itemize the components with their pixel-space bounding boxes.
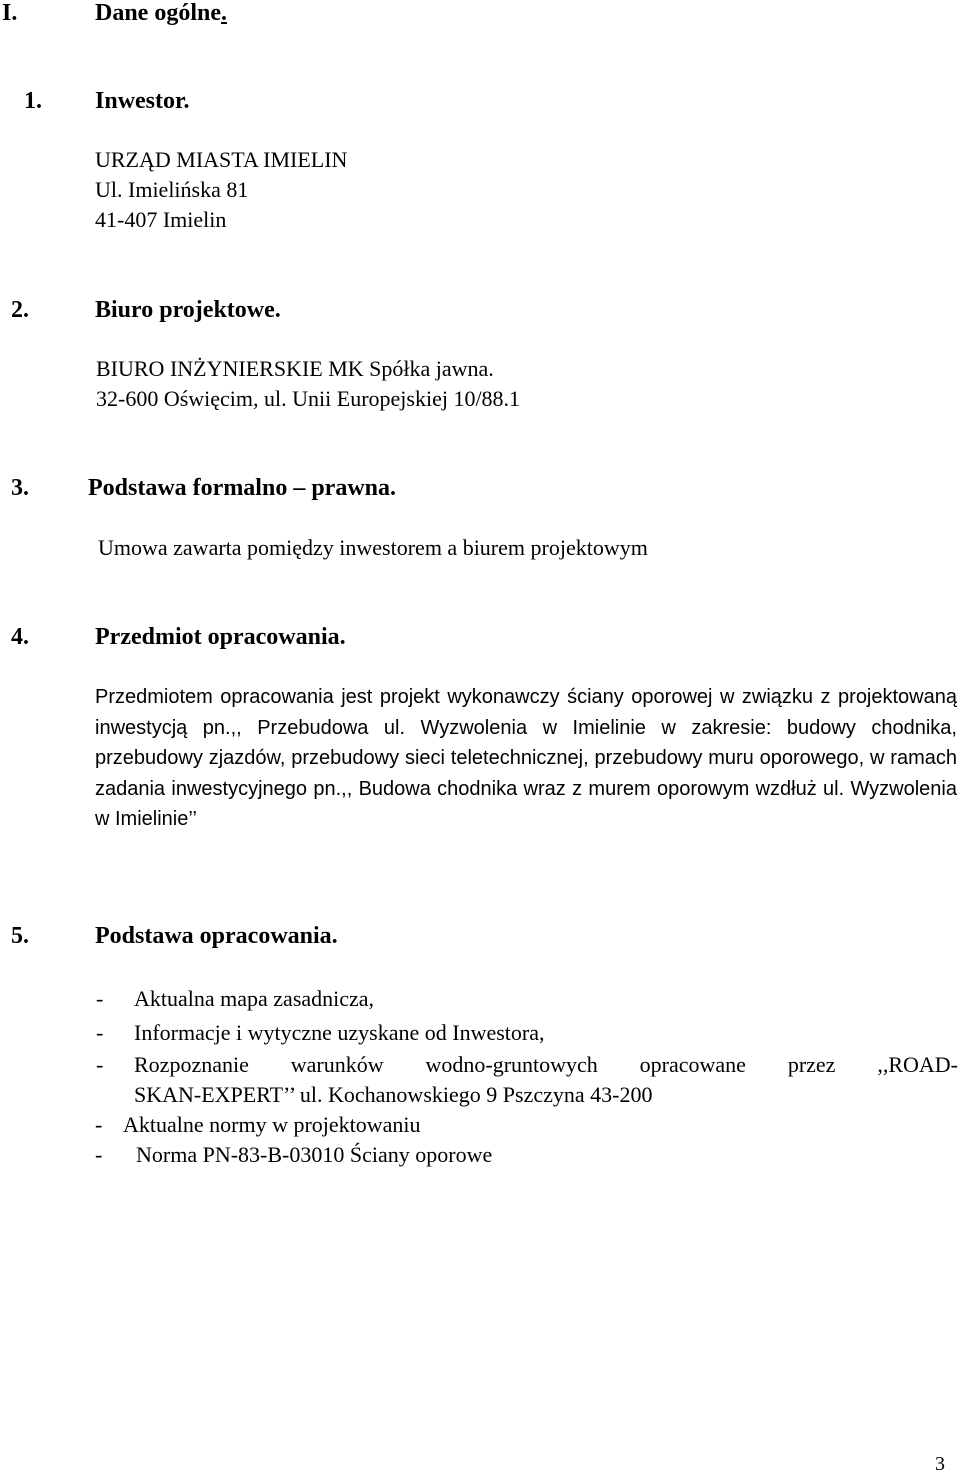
section-numeral: I. xyxy=(2,0,18,26)
section-title-text: Dane ogólne xyxy=(95,0,221,26)
basis-item-norm: Norma PN-83-B-03010 Ściany oporowe xyxy=(136,1142,493,1167)
bullet-dash: - xyxy=(95,1142,103,1167)
investor-city: 41-407 Imielin xyxy=(95,207,227,232)
item-4-number: 4. xyxy=(11,624,29,650)
basis-item-investor-info: Informacje i wytyczne uzyskane od Inwestora, xyxy=(134,1020,545,1045)
item-1-title: Inwestor. xyxy=(95,88,190,114)
item-3-title: Podstawa formalno – prawna. xyxy=(88,475,397,501)
basis-item-soil-survey-cont: SKAN-EXPERT’’ ul. Kochanowskiego 9 Pszczyna 43-200 xyxy=(134,1082,653,1107)
formal-basis-text: Umowa zawarta pomiędzy inwestorem a biurem projektowym xyxy=(98,535,648,560)
investor-street: Ul. Imielińska 81 xyxy=(95,177,249,202)
item-2-number: 2. xyxy=(11,297,29,323)
basis-item-standards: Aktualne normy w projektowaniu xyxy=(123,1112,421,1137)
section-title xyxy=(95,0,227,28)
basis-item-map: Aktualna mapa zasadnicza, xyxy=(134,986,375,1011)
subject-paragraph: Przedmiotem opracowania jest projekt wykonawczy ściany oporowej w związku z projektowaną inwestycją pn.,, Przebudowa ul. Wyzwolenia w Imielinie w zakresie: budowy chodnika, przebudowy zjazdów, przebudowy sieci teletechnicznej, przebudowy muru oporowego, w ramach zadania inwestycyjnego pn.,, Budowa chodnika wraz z murem oporowym wzdłuż ul. Wyzwolenia w Imielinie’’ xyxy=(95,686,957,830)
item-3-number: 3. xyxy=(11,475,29,501)
item-1-number: 1. xyxy=(24,88,42,114)
item-5-number: 5. xyxy=(11,923,29,949)
item-4-title: Przedmiot opracowania. xyxy=(95,624,346,650)
item-5-title: Podstawa opracowania. xyxy=(95,923,338,949)
section-title-suffix: . xyxy=(221,0,227,26)
basis-item-soil-survey: Rozpoznanie warunków wodno-gruntowych opracowane przez ,,ROAD- xyxy=(134,1052,958,1077)
office-name: BIURO INŻYNIERSKIE MK Spółka jawna. xyxy=(96,356,494,381)
bullet-dash: - xyxy=(95,1112,103,1137)
bullet-dash: - xyxy=(96,1052,104,1077)
bullet-dash: - xyxy=(96,1020,104,1045)
page-number: 3 xyxy=(935,1453,945,1475)
office-address: 32-600 Oświęcim, ul. Unii Europejskiej 10/88.1 xyxy=(96,386,521,411)
investor-name: URZĄD MIASTA IMIELIN xyxy=(95,147,348,172)
bullet-dash: - xyxy=(96,986,104,1011)
item-2-title: Biuro projektowe. xyxy=(95,297,281,323)
